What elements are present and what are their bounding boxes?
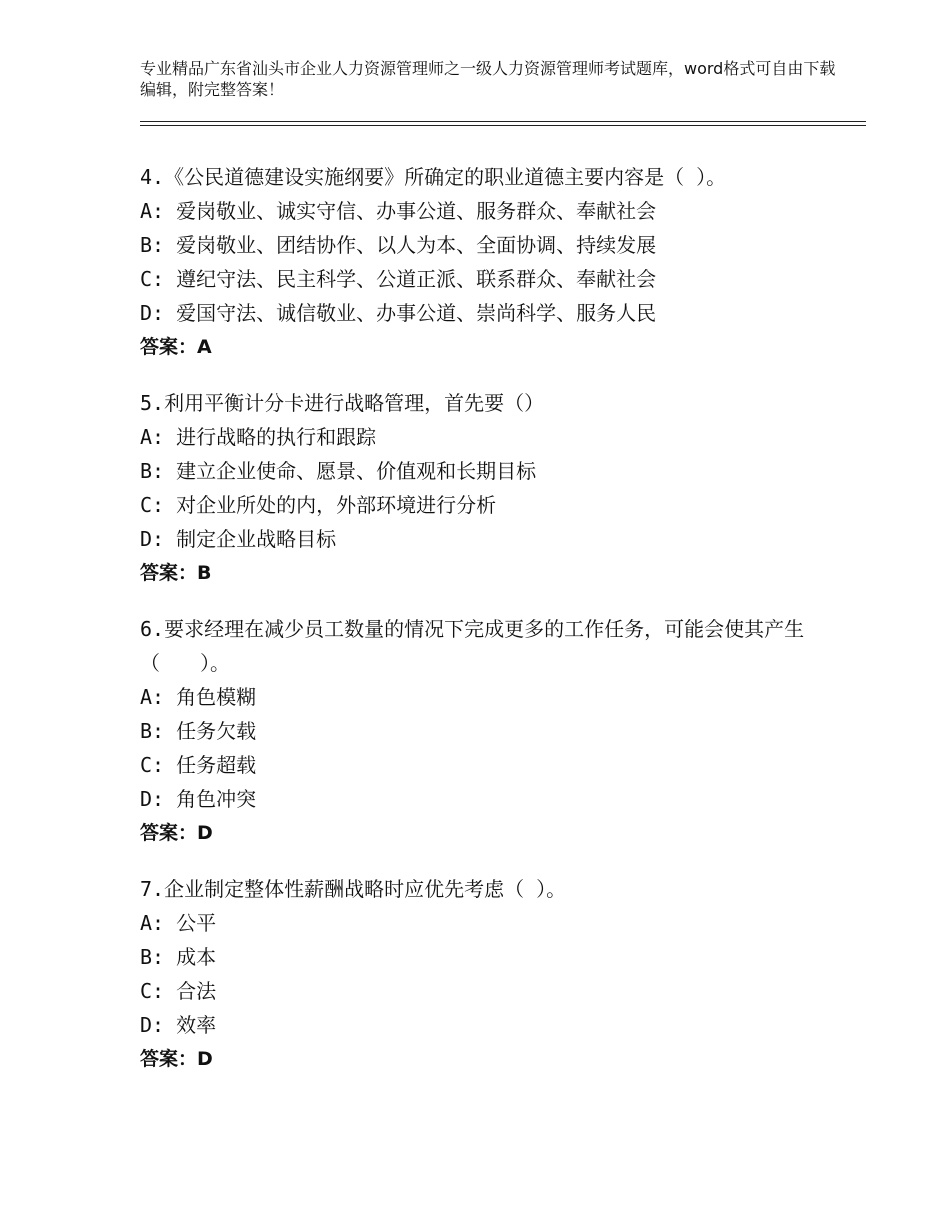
option-a: A: 公平 bbox=[140, 911, 217, 935]
option-d: D: 效率 bbox=[140, 1013, 217, 1037]
answer-label: 答案：D bbox=[140, 822, 213, 844]
answer-label: 答案：B bbox=[140, 562, 212, 584]
option-a: A: 角色模糊 bbox=[140, 685, 257, 709]
option-a: A: 爱岗敬业、诚实守信、办事公道、服务群众、奉献社会 bbox=[140, 199, 657, 223]
header-divider-top bbox=[140, 121, 866, 122]
option-d: D: 爱国守法、诚信敬业、办事公道、崇尚科学、服务人民 bbox=[140, 301, 657, 325]
option-c: C: 遵纪守法、民主科学、公道正派、联系群众、奉献社会 bbox=[140, 267, 657, 291]
question-6 bbox=[140, 612, 830, 850]
option-a: A: 进行战略的执行和跟踪 bbox=[140, 425, 377, 449]
header-divider-bottom bbox=[140, 125, 866, 126]
option-b: B: 建立企业使命、愿景、价值观和长期目标 bbox=[140, 459, 537, 483]
option-c: C: 任务超载 bbox=[140, 753, 257, 777]
question-list bbox=[140, 160, 830, 1098]
option-d: D: 角色冲突 bbox=[140, 787, 257, 811]
option-c: C: 合法 bbox=[140, 979, 217, 1003]
question-7 bbox=[140, 872, 830, 1076]
answer-label: 答案：D bbox=[140, 1048, 213, 1070]
option-b: B: 任务欠载 bbox=[140, 719, 257, 743]
question-stem: 5.利用平衡计分卡进行战略管理，首先要（） bbox=[140, 391, 545, 415]
header-title: 专业精品广东省汕头市企业人力资源管理师之一级人力资源管理师考试题库，word格式可自由下载编辑，附完整答案！ bbox=[140, 59, 836, 99]
question-stem: 7.企业制定整体性薪酬战略时应优先考虑（ ）。 bbox=[140, 877, 567, 901]
question-5 bbox=[140, 386, 830, 590]
option-c: C: 对企业所处的内，外部环境进行分析 bbox=[140, 493, 497, 517]
option-b: B: 成本 bbox=[140, 945, 217, 969]
option-b: B: 爱岗敬业、团结协作、以人为本、全面协调、持续发展 bbox=[140, 233, 657, 257]
question-stem: 4.《公民道德建设实施纲要》所确定的职业道德主要内容是（ ）。 bbox=[140, 165, 727, 189]
question-stem: 6.要求经理在减少员工数量的情况下完成更多的工作任务，可能会使其产生（ ）。 bbox=[140, 617, 805, 675]
document-header bbox=[140, 58, 840, 100]
option-d: D: 制定企业战略目标 bbox=[140, 527, 337, 551]
question-4 bbox=[140, 160, 830, 364]
answer-label: 答案：A bbox=[140, 336, 212, 358]
